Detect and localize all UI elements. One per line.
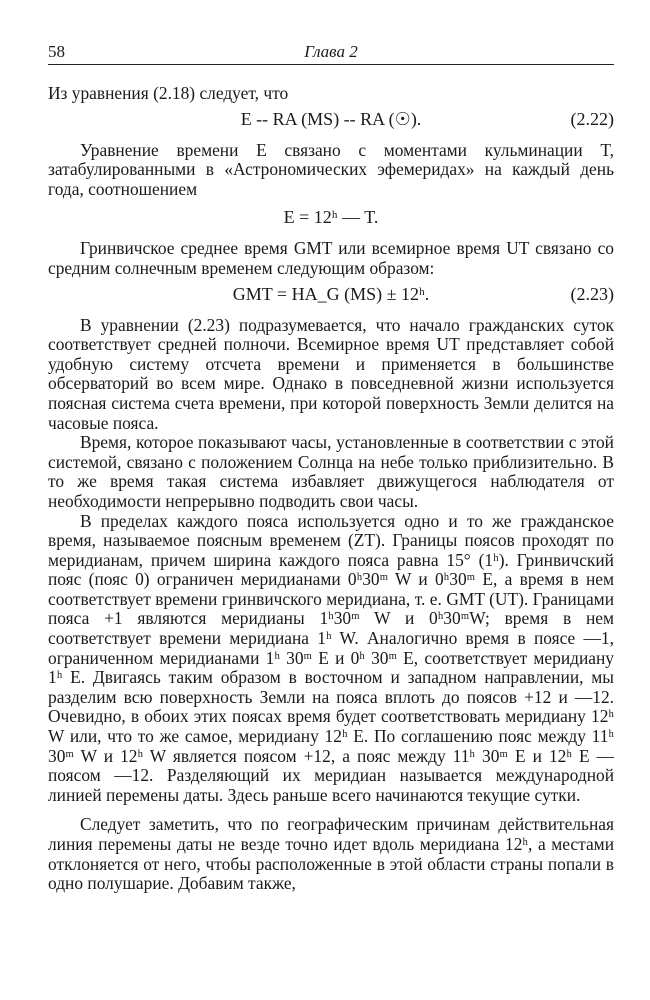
equation-formula: GMT = HA_G (MS) ± 12ʰ. (232, 283, 430, 304)
paragraph-clocks: Время, которое показывают часы, установленные в соответствии с этой системой, связано с положением Солнца на небе только приблизительно. В то же время такая система избавляет движущегося наблюдателя от необходимости непрерывно подводить свои часы. (48, 432, 614, 511)
paragraph-time-zones: В пределах каждого пояса используется одно и то же гражданское время, называемое поясным временем (ZT). Границы поясов проходят по меридианам, причем ширина каждого пояса равна 15° (1ʰ). Гринвичский пояс (пояс 0) ограничен меридианами 0ʰ30ᵐ W и 0ʰ30ᵐ E, а время в нем соответствует времени гринвичского меридиана, т. е. GMT (UT). Границами пояса +1 являются меридианы 1ʰ30ᵐ W и 0ʰ30ᵐW; время в нем соответствует времени меридиана 1ʰ W. Аналогично время в поясе —1, ограниченном меридианами 1ʰ 30ᵐ E и 0ʰ 30ᵐ E, соответствует меридиану 1ʰ E. Двигаясь таким образом в восточном и западном направлении, мы разделим всю поверхность Земли на пояса вплоть до поясов +12 и —12. Очевидно, в обоих этих поясах время будет соответствовать меридиану 12ʰ W или, что то же самое, меридиану 12ʰ E. По соглашению пояс между 11ʰ 30ᵐ W и 12ʰ W является поясом +12, а пояс между 11ʰ 30ᵐ E и 12ʰ E — поясом —12. Разделяющий их меридиан называется международной линией перемены даты. Здесь раньше всего начинаются текущие сутки. (48, 510, 614, 805)
equation-number: (2.22) (570, 108, 614, 129)
equation-formula: E = 12ʰ — T. (283, 207, 379, 228)
paragraph-midnight: В уравнении (2.23) подразумевается, что начало гражданских суток соответствует средней полночи. Всемирное время UT представляет собой удобную систему отсчета времени и применяется в большинстве обсерваторий во всем мире. Однако в повседневной жизни используется поясная система счета времени, при которой поверхность Земли делится на часовые пояса. (48, 314, 614, 433)
chapter-title: Глава 2 (304, 42, 358, 61)
equation-time (48, 201, 614, 233)
page-header (48, 42, 614, 65)
equation-number: (2.23) (570, 283, 614, 304)
body-text (48, 84, 614, 894)
page-number: 58 (48, 42, 65, 61)
paragraph-equation-of-time: Уравнение времени E связано с моментами кульминации T, затабулированными в «Астрономических эфемеридах» на каждый день года, соотношением (48, 139, 614, 199)
equation-formula: E -- RA (MS) -- RA (☉). (240, 108, 422, 129)
equation-2-23 (48, 282, 614, 306)
equation-2-22 (48, 107, 614, 131)
intro-line: Из уравнения (2.18) следует, что (48, 83, 289, 103)
paragraph-gmt: Гринвичское среднее время GMT или всемирное время UT связано со средним солнечным временем следующим образом: (48, 238, 614, 278)
paragraph-date-line: Следует заметить, что по географическим причинам действительная линия перемены даты не везде точно идет вдоль меридиана 12ʰ, а местами отклоняется от него, чтобы расположенные в этой области страны попали в одно полушарие. Добавим также, (48, 814, 614, 894)
